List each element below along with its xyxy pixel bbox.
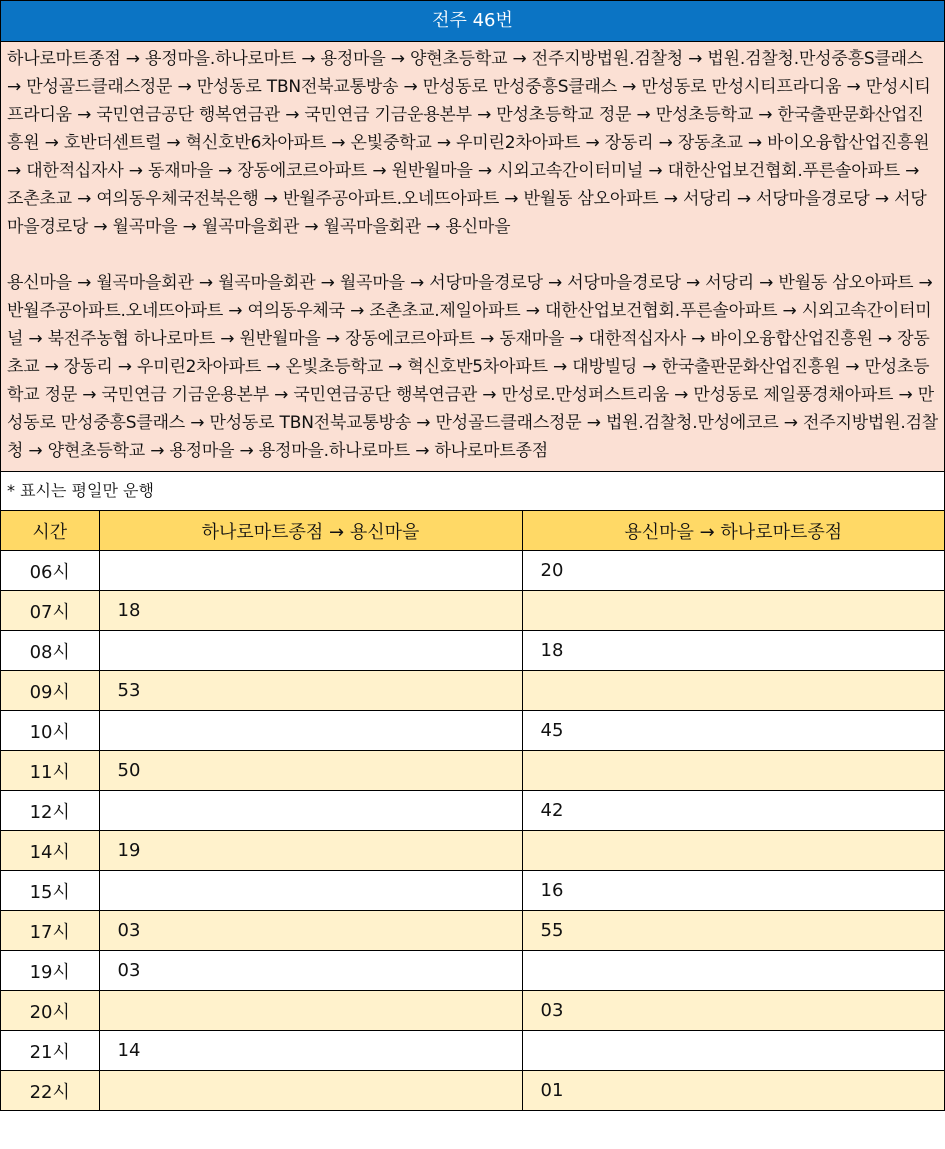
time-cell: 07시 (1, 591, 99, 631)
forward-cell: 14 (99, 1031, 522, 1071)
forward-cell (99, 711, 522, 751)
backward-cell (522, 751, 944, 791)
time-cell: 15시 (1, 871, 99, 911)
forward-cell (99, 551, 522, 591)
time-cell: 11시 (1, 751, 99, 791)
time-cell: 14시 (1, 831, 99, 871)
time-cell: 22시 (1, 1071, 99, 1111)
table-row (1, 551, 944, 591)
table-row (1, 831, 944, 871)
forward-cell: 19 (99, 831, 522, 871)
backward-cell: 03 (522, 991, 944, 1031)
backward-cell (522, 1031, 944, 1071)
forward-cell (99, 871, 522, 911)
forward-cell: 50 (99, 751, 522, 791)
table-row (1, 631, 944, 671)
table-row (1, 1071, 944, 1111)
table-row (1, 791, 944, 831)
header-backward: 용신마을 → 하나로마트종점 (522, 511, 944, 551)
route-backward-text: 용신마을 → 월곡마을회관 → 월곡마을회관 → 월곡마을 → 서당마을경로당 → 서당마을경로당 → 서당리 → 반월동 삼오아파트 → 반월주공아파트.오네뜨아파트 → 여의동우체국 → 조촌초교.제일아파트 → 대한산업보건협회.푸른솔아파트 → 시외고속간이터미널 → 북전주농협 하나로마트 → 원반월마을 → 장동에코르아파트 → 동재마을 → 대한적십자사 → 바이오융합산업진흥원 → 장동초교 → 장동리 → 우미린2차아파트 → 온빛초등학교 → 혁신호반5차아파트 → 대방빌딩 → 한국출판문화산업진흥원 → 만성초등학교 정문 → 국민연금 기금운용본부 → 국민연금공단 행복연금관 → 만성로.만성퍼스트리움 → 만성동로 제일풍경채아파트 → 만성동로 만성중흥S클래스 → 만성동로 TBN전북교통방송 → 만성골드클래스정문 → 법원.검찰청.만성에코르 → 전주지방법원.검찰청 → 양현초등학교 → 용정마을 → 용정마을.하나로마트 → 하나로마트종점 (7, 273, 939, 461)
table-row (1, 871, 944, 911)
header-forward: 하나로마트종점 → 용신마을 (99, 511, 522, 551)
time-cell: 10시 (1, 711, 99, 751)
table-row (1, 751, 944, 791)
forward-cell (99, 1071, 522, 1111)
time-cell: 08시 (1, 631, 99, 671)
table-row (1, 591, 944, 631)
time-cell: 17시 (1, 911, 99, 951)
backward-cell: 18 (522, 631, 944, 671)
time-cell: 09시 (1, 671, 99, 711)
table-row (1, 951, 944, 991)
forward-cell: 03 (99, 911, 522, 951)
table-row (1, 911, 944, 951)
time-cell: 20시 (1, 991, 99, 1031)
schedule-table (1, 511, 944, 1111)
backward-cell: 16 (522, 871, 944, 911)
forward-cell (99, 791, 522, 831)
time-cell: 19시 (1, 951, 99, 991)
table-row (1, 671, 944, 711)
forward-cell (99, 631, 522, 671)
header-time: 시간 (1, 511, 99, 551)
time-cell: 12시 (1, 791, 99, 831)
backward-cell: 45 (522, 711, 944, 751)
weekday-note: * 표시는 평일만 운행 (1, 472, 944, 511)
backward-cell (522, 831, 944, 871)
backward-cell (522, 671, 944, 711)
table-row (1, 1031, 944, 1071)
table-row (1, 991, 944, 1031)
backward-cell: 01 (522, 1071, 944, 1111)
backward-cell: 42 (522, 791, 944, 831)
route-description (1, 42, 944, 472)
table-header-row (1, 511, 944, 551)
time-cell: 21시 (1, 1031, 99, 1071)
forward-cell (99, 991, 522, 1031)
backward-cell (522, 591, 944, 631)
forward-cell: 03 (99, 951, 522, 991)
forward-cell: 53 (99, 671, 522, 711)
time-cell: 06시 (1, 551, 99, 591)
page-title: 전주 46번 (1, 1, 944, 42)
backward-cell: 55 (522, 911, 944, 951)
backward-cell: 20 (522, 551, 944, 591)
backward-cell (522, 951, 944, 991)
forward-cell: 18 (99, 591, 522, 631)
table-row (1, 711, 944, 751)
route-forward-text: 하나로마트종점 → 용정마을.하나로마트 → 용정마을 → 양현초등학교 → 전주지방법원.검찰청 → 법원.검찰청.만성중흥S클래스 → 만성골드클래스정문 → 만성동로 TBN전북교통방송 → 만성동로 만성중흥S클래스 → 만성동로 만성시티프라디움 → 만성시티프라디움 → 국민연금공단 행복연금관 → 국민연금 기금운용본부 → 만성초등학교 정문 → 만성초등학교 → 한국출판문화산업진흥원 → 호반더센트럴 → 혁신호반6차아파트 → 온빛중학교 → 우미린2차아파트 → 장동리 → 장동초교 → 바이오융합산업진흥원 → 대한적십자사 → 동재마을 → 장동에코르아파트 → 원반월마을 → 시외고속간이터미널 → 대한산업보건협회.푸른솔아파트 → 조촌초교 → 여의동우체국전북은행 → 반월주공아파트.오네뜨아파트 → 반월동 삼오아파트 → 서당리 → 서당마을경로당 → 서당마을경로당 → 월곡마을 → 월곡마을회관 → 월곡마을회관 → 용신마을 (7, 49, 931, 237)
